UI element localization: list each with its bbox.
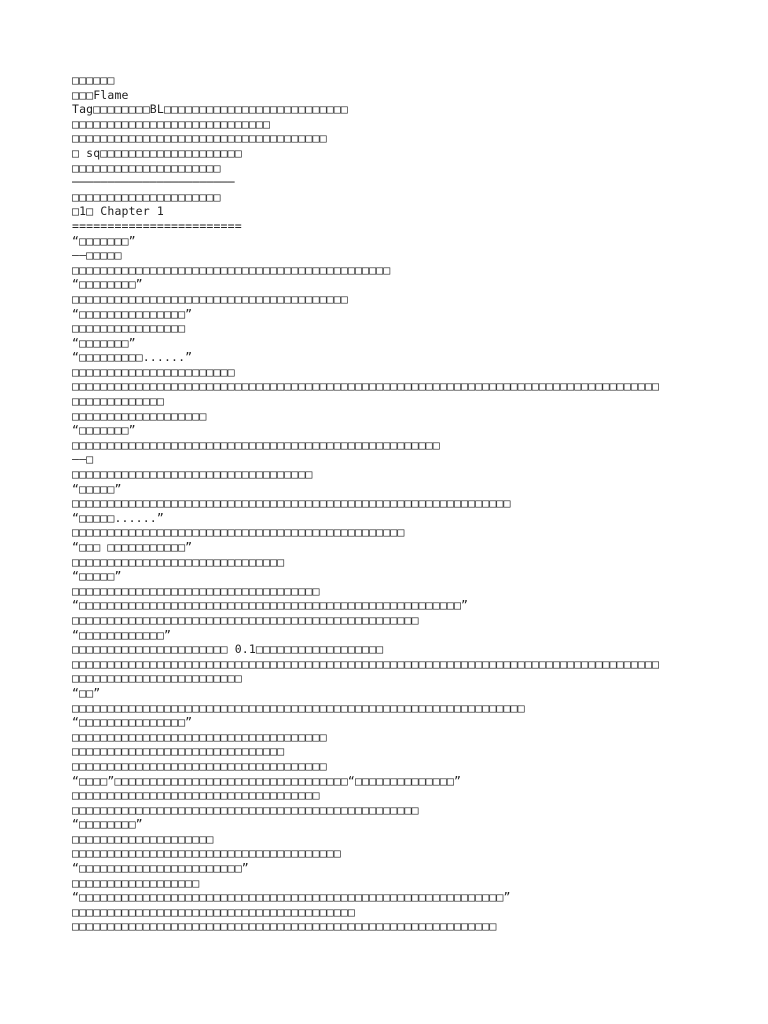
text-line: □□□□□□□□□□□□□□□□□□□□□□□□□□□□□□□□□□□□□□□ bbox=[72, 291, 348, 306]
text-line: □□□□□□□□□□□□□□□□□□□□□□□□□□□□□□□□□□□ bbox=[72, 788, 320, 803]
text-line: □□□□□□□□□□□□□□□□□□□□□□□□□□□□□□□□□□□□□□□□□□□□□ bbox=[72, 262, 391, 277]
text-line: □□□□□□□□□□□□□□□□□□□□□□□□□□□□□□□□□□□□□□□□ bbox=[72, 904, 355, 919]
text-line: □□□□□□□□□□□□□□□□□□□□□□□□□□□□□□□□□□□□ bbox=[72, 758, 327, 773]
text-line: □□□□□□□□□□□□□□□□□□□□□□□□□□□□□□□□□□ bbox=[72, 467, 313, 482]
text-line: “□□□□”□□□□□□□□□□□□□□□□□□□□□□□□□□□□□□□□□“□□□□□□□□□□□□□□” bbox=[72, 773, 462, 788]
text-line: □□□□□□ bbox=[72, 73, 115, 87]
text-line: “□□□□□□□□□□□□□□□” bbox=[72, 306, 193, 321]
text-line: □□□□□□□□□□□□□□□□□□□□□□□□□□□□□□□□□□□□□□□□□□□□□□□□□□□□□□□□□□□□□□ bbox=[72, 496, 511, 511]
text-line: “□□□□□□□” bbox=[72, 423, 136, 438]
text-line: □□□□□□□□□□□□□□□□□□□□□□□□□□□□□□□□□□□□□□□□□□□□□□□□□□□□□□□□□□□□ bbox=[72, 919, 497, 934]
text-line: □□□□□□□□□□□□□□□□□□□□□□□□□□□□□□□□□□□□□□□□□□□□□□□□□□□□□□□□□□□□□□□□□□□□□□□□□□□□□□□□□□□ bbox=[72, 379, 660, 394]
text-line: “□□□□□□□□□□□□□□□” bbox=[72, 715, 193, 730]
text-line: □□□□□□□□□□□□□□□□□□□□□□□□□□□□□□□□□□□□ bbox=[72, 131, 327, 146]
text-line: □□□□□□□□□□□□□□□□□□□□□□□□□□□□□□□□□□□□□□ bbox=[72, 846, 341, 861]
text-line: □□□□□□□□□□□□□□□□□□□□□□□□□□□□□□□□□□□□□□□□□□□□□□□□□□□□□□□□□□□□□□□□□□□□□□□□□□□□□□□□□□□ bbox=[72, 656, 660, 671]
text-line: “□□□□□□□□□□□□□□□□□□□□□□□” bbox=[72, 861, 249, 876]
text-line: “□□□□□□□□□......” bbox=[72, 350, 193, 365]
text-line: “□□□□□” bbox=[72, 569, 122, 584]
text-line: □□□□□□□□□□□□□□□□□□□□□□□□□□□□□□□□□□□ bbox=[72, 583, 320, 598]
text-line: “□□□□□□□” bbox=[72, 233, 136, 248]
text-line: □ sq□□□□□□□□□□□□□□□□□□□□ bbox=[72, 145, 242, 160]
text-line: ——□□□□□ bbox=[72, 248, 122, 263]
text-line: □□□Flame bbox=[72, 87, 129, 102]
text-line: □□□□□□□□□□□□□□□□□□□□□□□ bbox=[72, 364, 235, 379]
text-line: ——□ bbox=[72, 452, 94, 467]
text-line: □□□□□□□□□□□□□□□□□□□□ bbox=[72, 831, 214, 846]
text-line: Tag□□□□□□□□BL□□□□□□□□□□□□□□□□□□□□□□□□□□ bbox=[72, 102, 348, 117]
text-line: “□□□ □□□□□□□□□□□” bbox=[72, 540, 193, 554]
text-line: “□□□□□□□” bbox=[72, 335, 136, 350]
text-line: □1□ Chapter 1 bbox=[72, 204, 164, 219]
text-line: □□□□□□□□□□□□□□□□□□□□□□□□□□□□□□□□□□□□□□□□□□□□□□□□□ bbox=[72, 612, 419, 627]
text-line: □□□□□□□□□□□□□□□□□□□□□ bbox=[72, 160, 221, 175]
text-line: ======================== bbox=[72, 218, 242, 233]
text-line: □□□□□□□□□□□□□□□□ bbox=[72, 321, 186, 336]
document-body bbox=[72, 73, 712, 934]
text-line: □□□□□□□□□□□□□ bbox=[72, 394, 164, 409]
text-line: □□□□□□□□□□□□□□□□□□□□□□ 0.1□□□□□□□□□□□□□□□□□□ bbox=[72, 642, 384, 657]
text-line: “□□□□□□□□” bbox=[72, 277, 143, 292]
text-line: □□□□□□□□□□□□□□□□□□□□□ bbox=[72, 189, 221, 204]
text-line: □□□□□□□□□□□□□□□□□□□□□□□□□□□□□□□□□□□□□□□□□□□□□□□ bbox=[72, 525, 405, 540]
text-line: “□□□□□......” bbox=[72, 510, 164, 525]
text-line: “□□□□□□□□□□□□□□□□□□□□□□□□□□□□□□□□□□□□□□□□□□□□□□□□□□□□□□□□□□□□” bbox=[72, 890, 511, 905]
text-line: □□□□□□□□□□□□□□□□□□ bbox=[72, 875, 200, 890]
text-line: “□□□□□□□□” bbox=[72, 817, 143, 832]
text-line: “□□□□□” bbox=[72, 481, 122, 496]
text-line: □□□□□□□□□□□□□□□□□□□□□□□□□□□□□□□□□□□□□□□□□□□□□□□□□□□□ bbox=[72, 437, 440, 452]
text-line: ─────────────────────── bbox=[72, 175, 235, 190]
text-line: “□□” bbox=[72, 685, 101, 700]
text-line: “□□□□□□□□□□□□□□□□□□□□□□□□□□□□□□□□□□□□□□□□□□□□□□□□□□□□□□” bbox=[72, 598, 469, 613]
text-line: □□□□□□□□□□□□□□□□□□□□□□□□□□□□□□□□□□□□□□□□□□□□□□□□□□□□□□□□□□□□□□□□ bbox=[72, 700, 525, 715]
text-line: □□□□□□□□□□□□□□□□□□□□□□□□ bbox=[72, 671, 242, 686]
text-line: □□□□□□□□□□□□□□□□□□□□□□□□□□□□□□ bbox=[72, 554, 285, 569]
text-line: □□□□□□□□□□□□□□□□□□□□□□□□□□□□□□ bbox=[72, 744, 285, 759]
text-line: □□□□□□□□□□□□□□□□□□□□□□□□□□□□□□□□□□□□ bbox=[72, 729, 327, 744]
text-line: □□□□□□□□□□□□□□□□□□□□□□□□□□□□□□□□□□□□□□□□□□□□□□□□□ bbox=[72, 802, 419, 817]
text-line: □□□□□□□□□□□□□□□□□□□ bbox=[72, 408, 207, 423]
text-line: □□□□□□□□□□□□□□□□□□□□□□□□□□□□ bbox=[72, 116, 271, 131]
text-line: “□□□□□□□□□□□□” bbox=[72, 627, 172, 642]
